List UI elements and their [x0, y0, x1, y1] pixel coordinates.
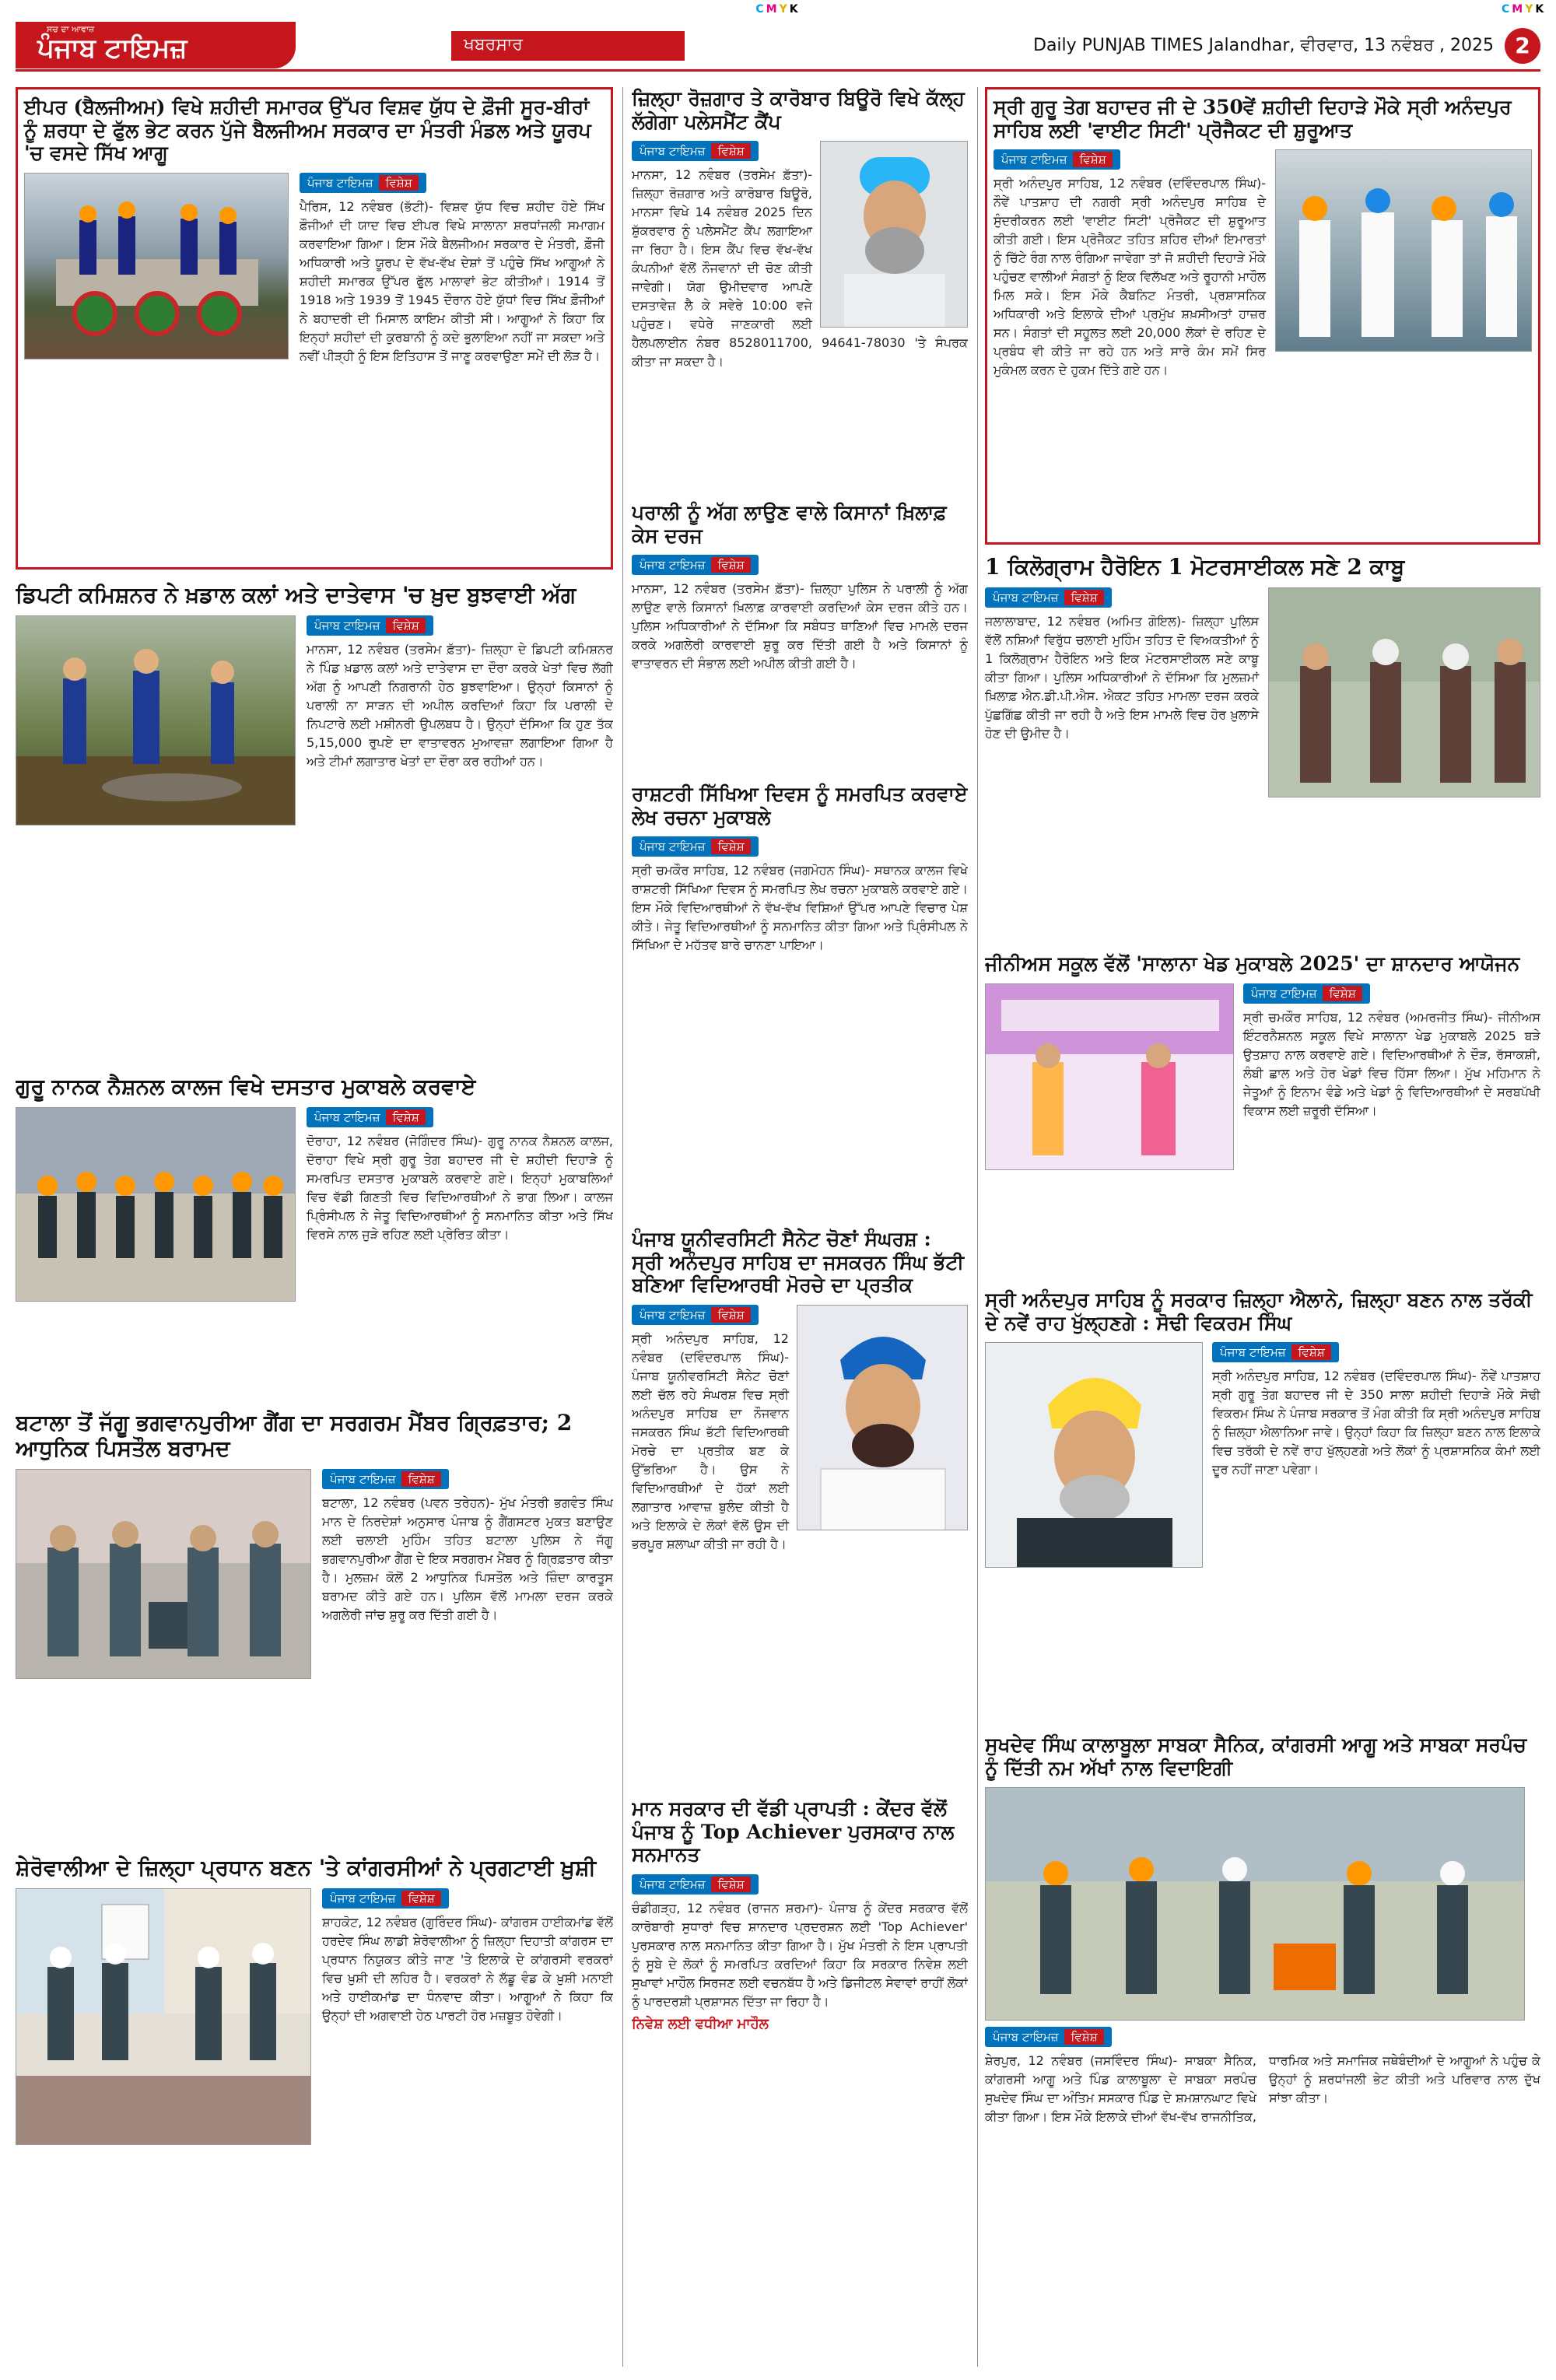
byline: [632, 555, 759, 575]
cyan-mark: C: [755, 3, 766, 16]
logo-tagline: ਸਚ ਦਾ ਆਵਾਜ਼: [47, 24, 95, 34]
headline: 1 ਕਿਲੋਗ੍ਰਾਮ ਹੈਰੋਇਨ 1 ਮੋਟਰਸਾਈਕਲ ਸਣੇ 2 ਕਾਬੂ: [985, 554, 1405, 580]
byline-tag: ਵਿਸ਼ੇਸ਼: [401, 1471, 440, 1487]
story-dc-fire: [16, 582, 613, 1064]
byline-tag: ਵਿਸ਼ੇਸ਼: [711, 1307, 750, 1323]
story-body: ਸ੍ਰੀ ਅਨੰਦਪੁਰ ਸਾਹਿਬ, 12 ਨਵੰਬਰ (ਦਵਿੰਦਰਪਾਲ ਸਿੰਘ)- ਨੌਵੇਂ ਪਾਤਸ਼ਾਹ ਸ੍ਰੀ ਗੁਰੂ ਤੇਗ ਬਹਾਦਰ ਜੀ ਦੇ 350 ਸਾਲਾ ਸ਼ਹੀਦੀ ਦਿਹਾੜੇ ਮੌਕੇ ਸੋਢੀ ਵਿਕਰਮ ਸਿੰਘ ਨੇ ਪੰਜਾਬ ਸਰਕਾਰ ਤੋਂ ਮੰਗ ਕੀਤੀ ਕਿ ਸ੍ਰੀ ਅਨੰਦਪੁਰ ਸਾਹਿਬ ਨੂੰ ਜ਼ਿਲ੍ਹਾ ਐਲਾਨਿਆ ਜਾਵੇ। ਉਨ੍ਹਾਂ ਕਿਹਾ ਕਿ ਜ਼ਿਲ੍ਹਾ ਬਣਨ ਨਾਲ ਇਲਾਕੇ ਵਿਚ ਤਰੱਕੀ ਦੇ ਨਵੇਂ ਰਾਹ ਖੁੱਲ੍ਹਣਗੇ ਅਤੇ ਲੋਕਾਂ ਨੂੰ ਪ੍ਰਸ਼ਾਸਨਿਕ ਕੰਮਾਂ ਲਈ ਦੂਰ ਨਹੀਂ ਜਾਣਾ ਪਵੇਗਾ।: [1212, 1369, 1540, 1477]
byline-tag: ਵਿਸ਼ੇਸ਼: [1291, 1344, 1330, 1360]
byline-source: ਪੰਜਾਬ ਟਾਇਮਜ਼: [640, 1307, 706, 1322]
magenta-mark: M: [766, 3, 780, 16]
story-heroin-arrest: [985, 554, 1540, 943]
magenta-mark: M: [1512, 3, 1526, 16]
byline-tag: ਵਿਸ਼ੇਸ਼: [711, 557, 750, 573]
police-photo-art: [16, 1470, 311, 1679]
congress-photo-art: [16, 1889, 311, 2145]
byline-source: ਪੰਜਾਬ ਟਾਇਮਜ਼: [314, 1110, 380, 1125]
story-body: ਮਾਨਸਾ, 12 ਨਵੰਬਰ (ਤਰਸੇਮ ਫ਼ੱਤਾ)- ਜ਼ਿਲ੍ਹਾ ਪੁਲਿਸ ਨੇ ਪਰਾਲੀ ਨੂੰ ਅੱਗ ਲਾਉਣ ਵਾਲੇ ਕਿਸਾਨਾਂ ਖ਼ਿਲਾਫ਼ ਕਾਰਵਾਈ ਕਰਦਿਆਂ ਕੇਸ ਦਰਜ ਕੀਤੇ ਹਨ। ਪੁਲਿਸ ਅਧਿਕਾਰੀਆਂ ਨੇ ਦੱਸਿਆ ਕਿ ਸਬੰਧਤ ਥਾਣਿਆਂ ਵਿਚ ਮਾਮਲੇ ਦਰਜ ਕਰਕੇ ਅਗਲੇਰੀ ਕਾਰਵਾਈ ਸ਼ੁਰੂ ਕਰ ਦਿੱਤੀ ਗਈ ਹੈ ਅਤੇ ਕਿਸਾਨਾਂ ਨੂੰ ਵਾਤਾਵਰਨ ਦੀ ਸੰਭਾਲ ਲਈ ਅਪੀਲ ਕੀਤੀ ਗਈ ਹੈ।: [632, 581, 968, 671]
byline-tag: ਵਿਸ਼ੇਸ਼: [711, 1877, 750, 1892]
byline: [322, 1469, 449, 1489]
story-white-city: [985, 87, 1540, 545]
byline: [1212, 1342, 1339, 1362]
photo-sports-meet: [985, 983, 1234, 1170]
field-photo-art: [16, 616, 296, 825]
byline: [632, 1305, 759, 1325]
black-mark: K: [789, 3, 801, 16]
story-body: ਦੋਰਾਹਾ, 12 ਨਵੰਬਰ (ਜੋਗਿੰਦਰ ਸਿੰਘ)- ਗੁਰੂ ਨਾਨਕ ਨੈਸ਼ਨਲ ਕਾਲਜ, ਦੋਰਾਹਾ ਵਿਖੇ ਸ੍ਰੀ ਗੁਰੂ ਤੇਗ ਬਹਾਦਰ ਜੀ ਦੇ ਸ਼ਹੀਦੀ ਦਿਹਾੜੇ ਨੂੰ ਸਮਰਪਿਤ ਦਸਤਾਰ ਮੁਕਾਬਲੇ ਕਰਵਾਏ ਗਏ। ਇਨ੍ਹਾਂ ਮੁਕਾਬਲਿਆਂ ਵਿਚ ਵੱਡੀ ਗਿਣਤੀ ਵਿਚ ਵਿਦਿਆਰਥੀਆਂ ਨੇ ਭਾਗ ਲਿਆ। ਕਾਲਜ ਪ੍ਰਿੰਸੀਪਲ ਨੇ ਜੇਤੂ ਵਿਦਿਆਰਥੀਆਂ ਨੂੰ ਸਨਮਾਨਿਤ ਕੀਤਾ ਅਤੇ ਸਿੱਖ ਵਿਰਸੇ ਨਾਲ ਜੁੜੇ ਰਹਿਣ ਲਈ ਪ੍ਰੇਰਿਤ ਕੀਤਾ।: [307, 1134, 613, 1243]
story-body: ਸ੍ਰੀ ਚਮਕੌਰ ਸਾਹਿਬ, 12 ਨਵੰਬਰ (ਅਮਰਜੀਤ ਸਿੰਘ)- ਜੀਨੀਅਸ ਇੰਟਰਨੈਸ਼ਨਲ ਸਕੂਲ ਵਿਖੇ ਸਾਲਾਨਾ ਖੇਡ ਮੁਕਾਬਲੇ 2025 ਬੜੇ ਉਤਸ਼ਾਹ ਨਾਲ ਕਰਵਾਏ ਗਏ। ਵਿਦਿਆਰਥੀਆਂ ਨੇ ਦੌੜ, ਰੱਸਾਕਸ਼ੀ, ਲੰਬੀ ਛਾਲ ਅਤੇ ਹੋਰ ਖੇਡਾਂ ਵਿਚ ਹਿੱਸਾ ਲਿਆ। ਮੁੱਖ ਮਹਿਮਾਨ ਨੇ ਜੇਤੂਆਂ ਨੂੰ ਇਨਾਮ ਵੰਡੇ ਅਤੇ ਖੇਡਾਂ ਨੂੰ ਵਿਦਿਆਰਥੀਆਂ ਦੇ ਸਰਬਪੱਖੀ ਵਿਕਾਸ ਲਈ ਜ਼ਰੂਰੀ ਦੱਸਿਆ।: [1243, 1009, 1540, 1118]
photo-memorial: [24, 173, 289, 359]
photo-funeral: [985, 1787, 1525, 2021]
headline: ਸ਼ੇਰੋਵਾਲੀਆ ਦੇ ਜ਼ਿਲ੍ਹਾ ਪ੍ਰਧਾਨ ਬਣਨ 'ਤੇ ਕਾਂਗਰਸੀਆਂ ਨੇ ਪ੍ਰਗਟਾਈ ਖ਼ੁਸ਼ੀ: [16, 1855, 597, 1881]
story-congress-celebration: [16, 1855, 613, 2368]
headline: ਪੰਜਾਬ ਯੂਨੀਵਰਸਿਟੀ ਸੈਨੇਟ ਚੋਣਾਂ ਸੰਘਰਸ਼ : ਸ੍ਰੀ ਅਨੰਦਪੁਰ ਸਾਹਿਬ ਦਾ ਜਸਕਰਨ ਸਿੰਘ ਭੱਟੀ ਬਣਿਆ ਵਿਦਿਆਰਥੀ ਮੋਰਚੇ ਦਾ ਪ੍ਰਤੀਕ: [632, 1228, 965, 1296]
byline-tag: ਵਿਸ਼ੇਸ਼: [1073, 152, 1112, 167]
sodhi-portrait-art: [986, 1343, 1203, 1568]
story-body: ਸ਼ੇਰਪੁਰ, 12 ਨਵੰਬਰ (ਜਸਵਿੰਦਰ ਸਿੰਘ)- ਸਾਬਕਾ ਸੈਨਿਕ, ਕਾਂਗਰਸੀ ਆਗੂ ਅਤੇ ਪਿੰਡ ਕਾਲਾਬੂਲਾ ਦੇ ਸਾਬਕਾ ਸਰਪੰਚ ਸੁਖਦੇਵ ਸਿੰਘ ਦਾ ਅੰਤਿਮ ਸਸਕਾਰ ਪਿੰਡ ਦੇ ਸ਼ਮਸ਼ਾਨਘਾਟ ਵਿਖੇ ਕੀਤਾ ਗਿਆ। ਇਸ ਮੌਕੇ ਇਲਾਕੇ ਦੀਆਂ ਵੱਖ-ਵੱਖ ਰਾਜਨੀਤਿਕ, ਧਾਰਮਿਕ ਅਤੇ ਸਮਾਜਿਕ ਜਥੇਬੰਦੀਆਂ ਦੇ ਆਗੂਆਂ ਨੇ ਪਹੁੰਚ ਕੇ ਉਨ੍ਹਾਂ ਨੂੰ ਸ਼ਰਧਾਂਜਲੀ ਭੇਟ ਕੀਤੀ ਅਤੇ ਪਰਿਵਾਰ ਨਾਲ ਦੁੱਖ ਸਾਂਝਾ ਕੀਤਾ।: [985, 2053, 1540, 2124]
byline: [632, 1874, 759, 1895]
group-photo-art: [16, 1108, 296, 1302]
headline: ਪਰਾਲੀ ਨੂੰ ਅੱਗ ਲਾਉਣ ਵਾਲੇ ਕਿਸਾਨਾਂ ਖ਼ਿਲਾਫ਼ ਕੇਸ ਦਰਜ: [632, 501, 947, 547]
story-body: ਬਟਾਲਾ, 12 ਨਵੰਬਰ (ਪਵਨ ਤਰੇਹਨ)- ਮੁੱਖ ਮੰਤਰੀ ਭਗਵੰਤ ਸਿੰਘ ਮਾਨ ਦੇ ਨਿਰਦੇਸ਼ਾਂ ਅਨੁਸਾਰ ਪੰਜਾਬ ਨੂੰ ਗੈਂਗਸਟਰ ਮੁਕਤ ਬਣਾਉਣ ਲਈ ਚਲਾਈ ਮੁਹਿੰਮ ਤਹਿਤ ਬਟਾਲਾ ਪੁਲਿਸ ਨੇ ਜੱਗੂ ਭਗਵਾਨਪੁਰੀਆ ਗੈਂਗ ਦੇ ਇਕ ਸਰਗਰਮ ਮੈਂਬਰ ਨੂੰ ਗ੍ਰਿਫ਼ਤਾਰ ਕੀਤਾ ਹੈ। ਮੁਲਜ਼ਮ ਕੋਲੋਂ 2 ਆਧੁਨਿਕ ਪਿਸਤੌਲ ਅਤੇ ਜ਼ਿੰਦਾ ਕਾਰਤੂਸ ਬਰਾਮਦ ਕੀਤੇ ਗਏ ਹਨ। ਪੁਲਿਸ ਵੱਲੋਂ ਮਾਮਲਾ ਦਰਜ ਕਰਕੇ ਅਗਲੇਰੀ ਜਾਂਚ ਸ਼ੁਰੂ ਕਰ ਦਿੱਤੀ ਗਈ ਹੈ।: [322, 1495, 613, 1623]
byline-source: ਪੰਜਾਬ ਟਾਇਮਜ਼: [1251, 986, 1317, 1001]
story-body: ਸ਼ਾਹਕੋਟ, 12 ਨਵੰਬਰ (ਗੁਰਿੰਦਰ ਸਿੰਘ)- ਕਾਂਗਰਸ ਹਾਈਕਮਾਂਡ ਵੱਲੋਂ ਹਰਦੇਵ ਸਿੰਘ ਲਾਡੀ ਸ਼ੇਰੋਵਾਲੀਆ ਨੂੰ ਜ਼ਿਲ੍ਹਾ ਦਿਹਾਤੀ ਕਾਂਗਰਸ ਦਾ ਪ੍ਰਧਾਨ ਨਿਯੁਕਤ ਕੀਤੇ ਜਾਣ 'ਤੇ ਇਲਾਕੇ ਦੇ ਕਾਂਗਰਸੀ ਵਰਕਰਾਂ ਵਿਚ ਖ਼ੁਸ਼ੀ ਦੀ ਲਹਿਰ ਹੈ। ਵਰਕਰਾਂ ਨੇ ਲੱਡੂ ਵੰਡ ਕੇ ਖ਼ੁਸ਼ੀ ਮਨਾਈ ਅਤੇ ਹਾਈਕਮਾਂਡ ਦਾ ਧੰਨਵਾਦ ਕੀਤਾ। ਆਗੂਆਂ ਨੇ ਕਿਹਾ ਕਿ ਉਨ੍ਹਾਂ ਦੀ ਅਗਵਾਈ ਹੇਠ ਪਾਰਟੀ ਹੋਰ ਮਜ਼ਬੂਤ ਹੋਵੇਗੀ।: [322, 1915, 613, 2024]
story-body: ਸ੍ਰੀ ਅਨੰਦਪੁਰ ਸਾਹਿਬ, 12 ਨਵੰਬਰ (ਦਵਿੰਦਰਪਾਲ ਸਿੰਘ)- ਨੌਵੇਂ ਪਾਤਸ਼ਾਹ ਦੀ ਨਗਰੀ ਸ੍ਰੀ ਅਨੰਦਪੁਰ ਸਾਹਿਬ ਦੇ ਸੁੰਦਰੀਕਰਨ ਲਈ 'ਵਾਈਟ ਸਿਟੀ' ਪ੍ਰੋਜੈਕਟ ਦੀ ਸ਼ੁਰੂਆਤ ਕੀਤੀ ਗਈ। ਇਸ ਪ੍ਰੋਜੈਕਟ ਤਹਿਤ ਸ਼ਹਿਰ ਦੀਆਂ ਇਮਾਰਤਾਂ ਨੂੰ ਚਿੱਟੇ ਰੰਗ ਨਾਲ ਰੰਗਿਆ ਜਾਵੇਗਾ ਤਾਂ ਜੋ ਸ਼ਹੀਦੀ ਦਿਹਾੜੇ ਮੌਕੇ ਪਹੁੰਚਣ ਵਾਲੀਆਂ ਸੰਗਤਾਂ ਨੂੰ ਇਕ ਵਿਲੱਖਣ ਅਤੇ ਰੂਹਾਨੀ ਮਾਹੌਲ ਮਿਲ ਸਕੇ। ਇਸ ਮੌਕੇ ਕੈਬਨਿਟ ਮੰਤਰੀ, ਪ੍ਰਸ਼ਾਸਨਿਕ ਅਧਿਕਾਰੀ ਅਤੇ ਇਲਾਕੇ ਦੀਆਂ ਪ੍ਰਮੁੱਖ ਸ਼ਖ਼ਸੀਅਤਾਂ ਹਾਜ਼ਰ ਸਨ। ਸੰਗਤਾਂ ਦੀ ਸਹੂਲਤ ਲਈ 20,000 ਲੋਕਾਂ ਦੇ ਰਹਿਣ ਦੇ ਪ੍ਰਬੰਧ ਵੀ ਕੀਤੇ ਜਾ ਰਹੇ ਹਨ ਅਤੇ ਸਾਰੇ ਕੰਮ ਸਮੇਂ ਸਿਰ ਮੁਕੰਮਲ ਕਰਨ ਦੇ ਹੁਕਮ ਦਿੱਤੇ ਗਏ ਹਨ।: [994, 176, 1266, 377]
byline-tag: ਵਿਸ਼ੇਸ਼: [1064, 2029, 1103, 2045]
headline: ਸ੍ਰੀ ਗੁਰੂ ਤੇਗ ਬਹਾਦਰ ਜੀ ਦੇ 350ਵੇਂ ਸ਼ਹੀਦੀ ਦਿਹਾੜੇ ਮੌਕੇ ਸ੍ਰੀ ਅਨੰਦਪੁਰ ਸਾਹਿਬ ਲਈ 'ਵਾਈਟ ਸਿਟੀ' ਪ੍ਰੋਜੈਕਟ ਦੀ ਸ਼ੁਰੂਆਤ: [994, 96, 1512, 142]
print-color-marks-right: [1502, 3, 1546, 16]
story-stubble-cases: [632, 501, 968, 773]
byline-tag: ਵਿਸ਼ੇਸ਼: [379, 175, 418, 191]
byline-source: ਪੰਜਾਬ ਟਾਇਮਜ਼: [640, 558, 706, 572]
story-memorial: [16, 87, 613, 570]
photo-turban-group: [16, 1107, 296, 1302]
byline-tag: ਵਿਸ਼ੇਸ਼: [386, 1109, 425, 1125]
yellow-mark: Y: [1525, 3, 1536, 16]
byline: [994, 149, 1120, 170]
byline: [632, 141, 759, 161]
sports-photo-art: [986, 984, 1234, 1170]
black-mark: K: [1535, 3, 1547, 16]
byline: [985, 587, 1112, 608]
yellow-mark: Y: [779, 3, 790, 16]
story-body: ਮਾਨਸਾ, 12 ਨਵੰਬਰ (ਤਰਸੇਮ ਫ਼ੱਤਾ)- ਜ਼ਿਲ੍ਹਾ ਰੋਜ਼ਗਾਰ ਅਤੇ ਕਾਰੋਬਾਰ ਬਿਊਰੋ, ਮਾਨਸਾ ਵਿਖੇ 14 ਨਵੰਬਰ 2025 ਦਿਨ ਸ਼ੁੱਕਰਵਾਰ ਨੂੰ ਪਲੇਸਮੈਂਟ ਕੈਂਪ ਲਗਾਇਆ ਜਾ ਰਿਹਾ ਹੈ। ਇਸ ਕੈਂਪ ਵਿਚ ਵੱਖ-ਵੱਖ ਕੰਪਨੀਆਂ ਵੱਲੋਂ ਨੌਜਵਾਨਾਂ ਦੀ ਚੋਣ ਕੀਤੀ ਜਾਵੇਗੀ। ਯੋਗ ਉਮੀਦਵਾਰ ਆਪਣੇ ਦਸਤਾਵੇਜ਼ ਲੈ ਕੇ ਸਵੇਰੇ 10:00 ਵਜੇ ਪਹੁੰਚਣ। ਵਧੇਰੇ ਜਾਣਕਾਰੀ ਲਈ ਹੈਲਪਲਾਈਨ ਨੰਬਰ 8528011700, 94641-78030 'ਤੇ ਸੰਪਰਕ ਕੀਤਾ ਜਾ ਸਕਦਾ ਹੈ।: [632, 167, 968, 369]
story-body: ਪੈਰਿਸ, 12 ਨਵੰਬਰ (ਭੱਟੀ)- ਵਿਸ਼ਵ ਯੁੱਧ ਵਿਚ ਸ਼ਹੀਦ ਹੋਏ ਸਿੱਖ ਫ਼ੌਜੀਆਂ ਦੀ ਯਾਦ ਵਿਚ ਈਪਰ ਵਿਖੇ ਸਾਲਾਨਾ ਸ਼ਰਧਾਂਜਲੀ ਸਮਾਗਮ ਕਰਵਾਇਆ ਗਿਆ। ਇਸ ਮੌਕੇ ਬੈਲਜੀਅਮ ਸਰਕਾਰ ਦੇ ਮੰਤਰੀ, ਫ਼ੌਜੀ ਅਧਿਕਾਰੀ ਅਤੇ ਯੂਰਪ ਦੇ ਵੱਖ-ਵੱਖ ਦੇਸ਼ਾਂ ਤੋਂ ਪਹੁੰਚੇ ਸਿੱਖ ਆਗੂਆਂ ਨੇ ਸ਼ਹੀਦੀ ਸਮਾਰਕ ਉੱਪਰ ਫੁੱਲ ਮਾਲਾਵਾਂ ਭੇਟ ਕੀਤੀਆਂ। 1914 ਤੋਂ 1918 ਅਤੇ 1939 ਤੋਂ 1945 ਦੌਰਾਨ ਹੋਏ ਯੁੱਧਾਂ ਵਿਚ ਸਿੱਖ ਫ਼ੌਜੀਆਂ ਨੇ ਬਹਾਦਰੀ ਦੀ ਮਿਸਾਲ ਕਾਇਮ ਕੀਤੀ ਸੀ। ਆਗੂਆਂ ਨੇ ਕਿਹਾ ਕਿ ਇਨ੍ਹਾਂ ਸ਼ਹੀਦਾਂ ਦੀ ਕੁਰਬਾਨੀ ਨੂੰ ਕਦੇ ਭੁਲਾਇਆ ਨਹੀਂ ਜਾ ਸਕਦਾ ਅਤੇ ਨਵੀਂ ਪੀੜ੍ਹੀ ਨੂੰ ਇਸ ਇਤਿਹਾਸ ਤੋਂ ਜਾਣੂ ਕਰਵਾਉਣਾ ਸਮੇਂ ਦੀ ਲੋੜ ਹੈ।: [300, 198, 605, 363]
student-portrait-art: [797, 1306, 968, 1530]
story-body: ਚੰਡੀਗੜ੍ਹ, 12 ਨਵੰਬਰ (ਰਾਜਨ ਸ਼ਰਮਾ)- ਪੰਜਾਬ ਨੂੰ ਕੇਂਦਰ ਸਰਕਾਰ ਵੱਲੋਂ ਕਾਰੋਬਾਰੀ ਸੁਧਾਰਾਂ ਵਿਚ ਸ਼ਾਨਦਾਰ ਪ੍ਰਦਰਸ਼ਨ ਲਈ 'Top Achiever' ਪੁਰਸਕਾਰ ਨਾਲ ਸਨਮਾਨਿਤ ਕੀਤਾ ਗਿਆ ਹੈ। ਮੁੱਖ ਮੰਤਰੀ ਨੇ ਇਸ ਪ੍ਰਾਪਤੀ ਨੂੰ ਸੂਬੇ ਦੇ ਲੋਕਾਂ ਨੂੰ ਸਮਰਪਿਤ ਕਰਦਿਆਂ ਕਿਹਾ ਕਿ ਸਰਕਾਰ ਨਿਵੇਸ਼ ਲਈ ਸੁਖਾਵਾਂ ਮਾਹੌਲ ਸਿਰਜਣ ਲਈ ਵਚਨਬੱਧ ਹੈ ਅਤੇ ਡਿਜੀਟਲ ਸੇਵਾਵਾਂ ਰਾਹੀਂ ਲੋਕਾਂ ਨੂੰ ਪਾਰਦਰਸ਼ੀ ਪ੍ਰਸ਼ਾਸਨ ਦਿੱਤਾ ਜਾ ਰਿਹਾ ਹੈ।: [632, 1900, 968, 2009]
photo-sodhi: [985, 1342, 1203, 1568]
subhead: ਨਿਵੇਸ਼ ਲਈ ਵਧੀਆ ਮਾਹੌਲ: [632, 2015, 769, 2032]
story-body: ਸ੍ਰੀ ਚਮਕੌਰ ਸਾਹਿਬ, 12 ਨਵੰਬਰ (ਜਗਮੋਹਨ ਸਿੰਘ)- ਸਥਾਨਕ ਕਾਲਜ ਵਿਖੇ ਰਾਸ਼ਟਰੀ ਸਿੱਖਿਆ ਦਿਵਸ ਨੂੰ ਸਮਰਪਿਤ ਲੇਖ ਰਚਨਾ ਮੁਕਾਬਲੇ ਕਰਵਾਏ ਗਏ। ਇਸ ਮੌਕੇ ਵਿਦਿਆਰਥੀਆਂ ਨੇ ਵੱਖ-ਵੱਖ ਵਿਸ਼ਿਆਂ ਉੱਪਰ ਆਪਣੇ ਵਿਚਾਰ ਪੇਸ਼ ਕੀਤੇ। ਜੇਤੂ ਵਿਦਿਆਰਥੀਆਂ ਨੂੰ ਸਨਮਾਨਿਤ ਕੀਤਾ ਗਿਆ ਅਤੇ ਪ੍ਰਿੰਸੀਪਲ ਨੇ ਸਿੱਖਿਆ ਦੇ ਮਹੱਤਵ ਬਾਰੇ ਚਾਨਣਾ ਪਾਇਆ।: [632, 863, 968, 952]
headline: ਸੁਖਦੇਵ ਸਿੰਘ ਕਾਲਾਬੂਲਾ ਸਾਬਕਾ ਸੈਨਿਕ, ਕਾਂਗਰਸੀ ਆਗੂ ਅਤੇ ਸਾਬਕਾ ਸਰਪੰਚ ਨੂੰ ਦਿੱਤੀ ਨਮ ਅੱਖਾਂ ਨਾਲ ਵਿਦਾਇਗੀ: [985, 1733, 1526, 1779]
headline: ਜ਼ਿਲ੍ਹਾ ਰੋਜ਼ਗਾਰ ਤੇ ਕਾਰੋਬਾਰ ਬਿਊਰੋ ਵਿਖੇ ਕੱਲ੍ਹ ਲੱਗੇਗਾ ਪਲੇਸਮੈਂਟ ਕੈਂਪ: [632, 87, 965, 133]
byline: [322, 1888, 449, 1909]
byline-source: ਪੰਜਾਬ ਟਾਇਮਜ਼: [314, 619, 380, 633]
print-color-marks: [755, 3, 800, 16]
funeral-photo-art: [986, 1788, 1525, 2021]
newspaper-logo: [16, 22, 296, 68]
masthead: [16, 22, 1540, 72]
byline-tag: ਵਿਸ਼ੇਸ਼: [711, 143, 750, 159]
story-top-achiever: [632, 1797, 968, 2368]
page-number: 2: [1505, 28, 1540, 64]
headline: ਰਾਸ਼ਟਰੀ ਸਿੱਖਿਆ ਦਿਵਸ ਨੂੰ ਸਮਰਪਿਤ ਕਰਵਾਏ ਲੇਖ ਰਚਨਾ ਮੁਕਾਬਲੇ: [632, 783, 968, 829]
byline-source: ਪੰਜਾਬ ਟਾਇਮਜ਼: [330, 1891, 396, 1906]
byline-source: ਪੰਜਾਬ ਟਾਇਮਜ਼: [640, 1877, 706, 1891]
story-placement-camp: [632, 87, 968, 492]
photo-batala-police: [16, 1469, 311, 1679]
byline-tag: ਵਿਸ਼ੇਸ਼: [386, 618, 425, 633]
cyan-mark: C: [1502, 3, 1512, 16]
byline-source: ਪੰਜਾਬ ਟਾਇਮਜ਼: [330, 1472, 396, 1487]
byline: [307, 615, 433, 636]
byline-source: ਪੰਜਾਬ ਟਾਇਮਜ਼: [1220, 1345, 1286, 1359]
story-sports-meet: [985, 952, 1540, 1279]
byline-tag: ਵਿਸ਼ੇਸ਼: [711, 839, 750, 854]
headline: ਈਪਰ (ਬੈਲਜੀਅਮ) ਵਿਖੇ ਸ਼ਹੀਦੀ ਸਮਾਰਕ ਉੱਪਰ ਵਿਸ਼ਵ ਯੁੱਧ ਦੇ ਫ਼ੌਜੀ ਸੂਰ-ਬੀਰਾਂ ਨੂੰ ਸ਼ਰਧਾ ਦੇ ਫੁੱਲ ਭੇਟ ਕਰਨ ਪੁੱਜੇ ਬੈਲਜੀਅਮ ਸਰਕਾਰ ਦਾ ਮੰਤਰੀ ਮੰਡਲ ਅਤੇ ਯੂਰਪ 'ਚ ਵਸਦੇ ਸਿੱਖ ਆਗੂ: [24, 96, 591, 164]
story-body: ਜਲਾਲਾਬਾਦ, 12 ਨਵੰਬਰ (ਅਮਿਤ ਗੋਇਲ)- ਜ਼ਿਲ੍ਹਾ ਪੁਲਿਸ ਵੱਲੋਂ ਨਸ਼ਿਆਂ ਵਿਰੁੱਧ ਚਲਾਈ ਮੁਹਿੰਮ ਤਹਿਤ ਦੋ ਵਿਅਕਤੀਆਂ ਨੂੰ 1 ਕਿਲੋਗ੍ਰਾਮ ਹੈਰੋਇਨ ਅਤੇ ਇਕ ਮੋਟਰਸਾਈਕਲ ਸਣੇ ਕਾਬੂ ਕੀਤਾ ਗਿਆ। ਪੁਲਿਸ ਅਧਿਕਾਰੀਆਂ ਨੇ ਦੱਸਿਆ ਕਿ ਮੁਲਜ਼ਮਾਂ ਖ਼ਿਲਾਫ਼ ਐਨ.ਡੀ.ਪੀ.ਐਸ. ਐਕਟ ਤਹਿਤ ਮਾਮਲਾ ਦਰਜ ਕਰਕੇ ਪੁੱਛਗਿੱਛ ਕੀਤੀ ਜਾ ਰਹੀ ਹੈ ਅਤੇ ਇਸ ਮਾਮਲੇ ਵਿਚ ਹੋਰ ਖ਼ੁਲਾਸੇ ਹੋਣ ਦੀ ਉਮੀਦ ਹੈ।: [985, 614, 1259, 741]
officer-portrait-art: [821, 142, 968, 328]
photo-white-city: [1275, 149, 1532, 352]
byline-source: ਪੰਜਾਬ ਟਾਇਮਜ਼: [1001, 152, 1067, 166]
byline: [307, 1107, 433, 1127]
story-education-day: [632, 783, 968, 1218]
byline-source: ਪੰਜਾਬ ਟਾਇਮਜ਼: [993, 591, 1059, 605]
column-rule: [977, 87, 978, 2367]
logo-name: ਪੰਜਾਬ ਟਾਇਮਜ਼: [37, 33, 187, 64]
story-pu-senate: [632, 1228, 968, 1788]
headline: ਮਾਨ ਸਰਕਾਰ ਦੀ ਵੱਡੀ ਪ੍ਰਾਪਤੀ : ਕੇਂਦਰ ਵੱਲੋਂ ਪੰਜਾਬ ਨੂੰ Top Achiever ਪੁਰਸਕਾਰ ਨਾਲ ਸਨਮਾਨਤ: [632, 1797, 955, 1866]
byline-source: ਪੰਜਾਬ ਟਾਇਮਜ਼: [640, 839, 706, 854]
story-body: ਮਾਨਸਾ, 12 ਨਵੰਬਰ (ਤਰਸੇਮ ਫ਼ੱਤਾ)- ਜ਼ਿਲ੍ਹਾ ਦੇ ਡਿਪਟੀ ਕਮਿਸ਼ਨਰ ਨੇ ਪਿੰਡ ਖ਼ਡਾਲ ਕਲਾਂ ਅਤੇ ਦਾਤੇਵਾਸ ਦਾ ਦੌਰਾ ਕਰਕੇ ਖੇਤਾਂ ਵਿਚ ਲੱਗੀ ਅੱਗ ਨੂੰ ਆਪਣੀ ਨਿਗਰਾਨੀ ਹੇਠ ਬੁਝਵਾਇਆ। ਉਨ੍ਹਾਂ ਕਿਸਾਨਾਂ ਨੂੰ ਪਰਾਲੀ ਨਾ ਸਾੜਨ ਦੀ ਅਪੀਲ ਕਰਦਿਆਂ ਕਿਹਾ ਕਿ ਪਰਾਲੀ ਦੇ ਨਿਪਟਾਰੇ ਲਈ ਮਸ਼ੀਨਰੀ ਉਪਲਬਧ ਹੈ। ਉਨ੍ਹਾਂ ਦੱਸਿਆ ਕਿ ਹੁਣ ਤੱਕ 5,15,000 ਰੁਪਏ ਦਾ ਵਾਤਾਵਰਨ ਮੁਆਵਜ਼ਾ ਲਗਾਇਆ ਗਿਆ ਹੈ ਅਤੇ ਟੀਮਾਂ ਲਗਾਤਾਰ ਖੇਤਾਂ ਦਾ ਦੌਰਾ ਕਰ ਰਹੀਆਂ ਹਨ।: [307, 642, 613, 769]
photo-congress: [16, 1888, 311, 2145]
byline: [1243, 983, 1370, 1004]
column-rule: [622, 87, 623, 2367]
byline: [300, 173, 426, 193]
byline: [632, 836, 759, 857]
section-label: ਖਬਰਸਾਰ: [451, 31, 685, 61]
headline: ਗੁਰੂ ਨਾਨਕ ਨੈਸ਼ਨਲ ਕਾਲਜ ਵਿਖੇ ਦਸਤਾਰ ਮੁਕਾਬਲੇ ਕਰਵਾਏ: [16, 1074, 476, 1099]
byline: [985, 2027, 1112, 2047]
byline-tag: ਵਿਸ਼ੇਸ਼: [1064, 590, 1103, 605]
story-funeral: [985, 1733, 1540, 2368]
dateline: Daily PUNJAB TIMES Jalandhar, ਵੀਰਵਾਰ, 13 ਨਵੰਬਰ , 2025: [1033, 36, 1494, 55]
headline: ਡਿਪਟੀ ਕਮਿਸ਼ਨਰ ਨੇ ਖ਼ਡਾਲ ਕਲਾਂ ਅਤੇ ਦਾਤੇਵਾਸ 'ਚ ਖ਼ੁਦ ਬੁਝਵਾਈ ਅੱਗ: [16, 582, 576, 608]
headline: ਜੀਨੀਅਸ ਸਕੂਲ ਵੱਲੋਂ 'ਸਾਲਾਨਾ ਖੇਡ ਮੁਕਾਬਲੇ 2025' ਦਾ ਸ਼ਾਨਦਾਰ ਆਯੋਜਨ: [985, 952, 1520, 975]
byline-tag: ਵਿਸ਼ੇਸ਼: [401, 1891, 440, 1906]
photo-officer: [820, 141, 968, 328]
memorial-photo-art: [25, 174, 289, 359]
photo-dc-field: [16, 615, 296, 825]
white-city-photo-art: [1276, 150, 1532, 352]
headline: ਬਟਾਲਾ ਤੋਂ ਜੱਗੂ ਭਗਵਾਨਪੁਰੀਆ ਗੈਂਗ ਦਾ ਸਰਗਰਮ ਮੈਂਬਰ ਗ੍ਰਿਫ਼ਤਾਰ; 2 ਆਧੁਨਿਕ ਪਿਸਤੌਲ ਬਰਾਮਦ: [16, 1410, 573, 1462]
byline-source: ਪੰਜਾਬ ਟਾਇਮਜ਼: [307, 175, 373, 190]
photo-student-leader: [797, 1305, 968, 1530]
headline: ਸ੍ਰੀ ਅਨੰਦਪੁਰ ਸਾਹਿਬ ਨੂੰ ਸਰਕਾਰ ਜ਼ਿਲ੍ਹਾ ਐਲਾਨੇ, ਜ਼ਿਲ੍ਹਾ ਬਣਨ ਨਾਲ ਤਰੱਕੀ ਦੇ ਨਵੇਂ ਰਾਹ ਖੁੱਲ੍ਹਣਗੇ : ਸੋਢੀ ਵਿਕਰਮ ਸਿੰਘ: [985, 1288, 1533, 1334]
story-body: ਸ੍ਰੀ ਅਨੰਦਪੁਰ ਸਾਹਿਬ, 12 ਨਵੰਬਰ (ਦਵਿੰਦਰਪਾਲ ਸਿੰਘ)- ਪੰਜਾਬ ਯੂਨੀਵਰਸਿਟੀ ਸੈਨੇਟ ਚੋਣਾਂ ਲਈ ਚੱਲ ਰਹੇ ਸੰਘਰਸ਼ ਵਿਚ ਸ੍ਰੀ ਅਨੰਦਪੁਰ ਸਾਹਿਬ ਦਾ ਨੌਜਵਾਨ ਜਸਕਰਨ ਸਿੰਘ ਭੱਟੀ ਵਿਦਿਆਰਥੀ ਮੋਰਚੇ ਦਾ ਪ੍ਰਤੀਕ ਬਣ ਕੇ ਉੱਭਰਿਆ ਹੈ। ਉਸ ਨੇ ਵਿਦਿਆਰਥੀਆਂ ਦੇ ਹੱਕਾਂ ਲਈ ਲਗਾਤਾਰ ਆਵਾਜ਼ ਬੁਲੰਦ ਕੀਤੀ ਹੈ ਅਤੇ ਇਲਾਕੇ ਦੇ ਲੋਕਾਂ ਵੱਲੋਂ ਉਸ ਦੀ ਭਰਪੂਰ ਸ਼ਲਾਘਾ ਕੀਤੀ ਜਾ ਰਹੀ ਹੈ।: [632, 1330, 789, 1551]
story-district-demand: [985, 1288, 1540, 1724]
story-batala-gang: [16, 1410, 613, 1845]
byline-source: ਪੰਜਾਬ ਟਾਇਮਜ਼: [993, 2030, 1059, 2044]
byline-source: ਪੰਜਾਬ ਟਾਇਮਜ਼: [640, 144, 706, 158]
photo-heroin-arrest: [1268, 587, 1540, 797]
arrest-photo-art: [1269, 588, 1540, 797]
byline-tag: ਵਿਸ਼ੇਸ਼: [1323, 986, 1362, 1001]
story-turban-competition: [16, 1074, 613, 1400]
